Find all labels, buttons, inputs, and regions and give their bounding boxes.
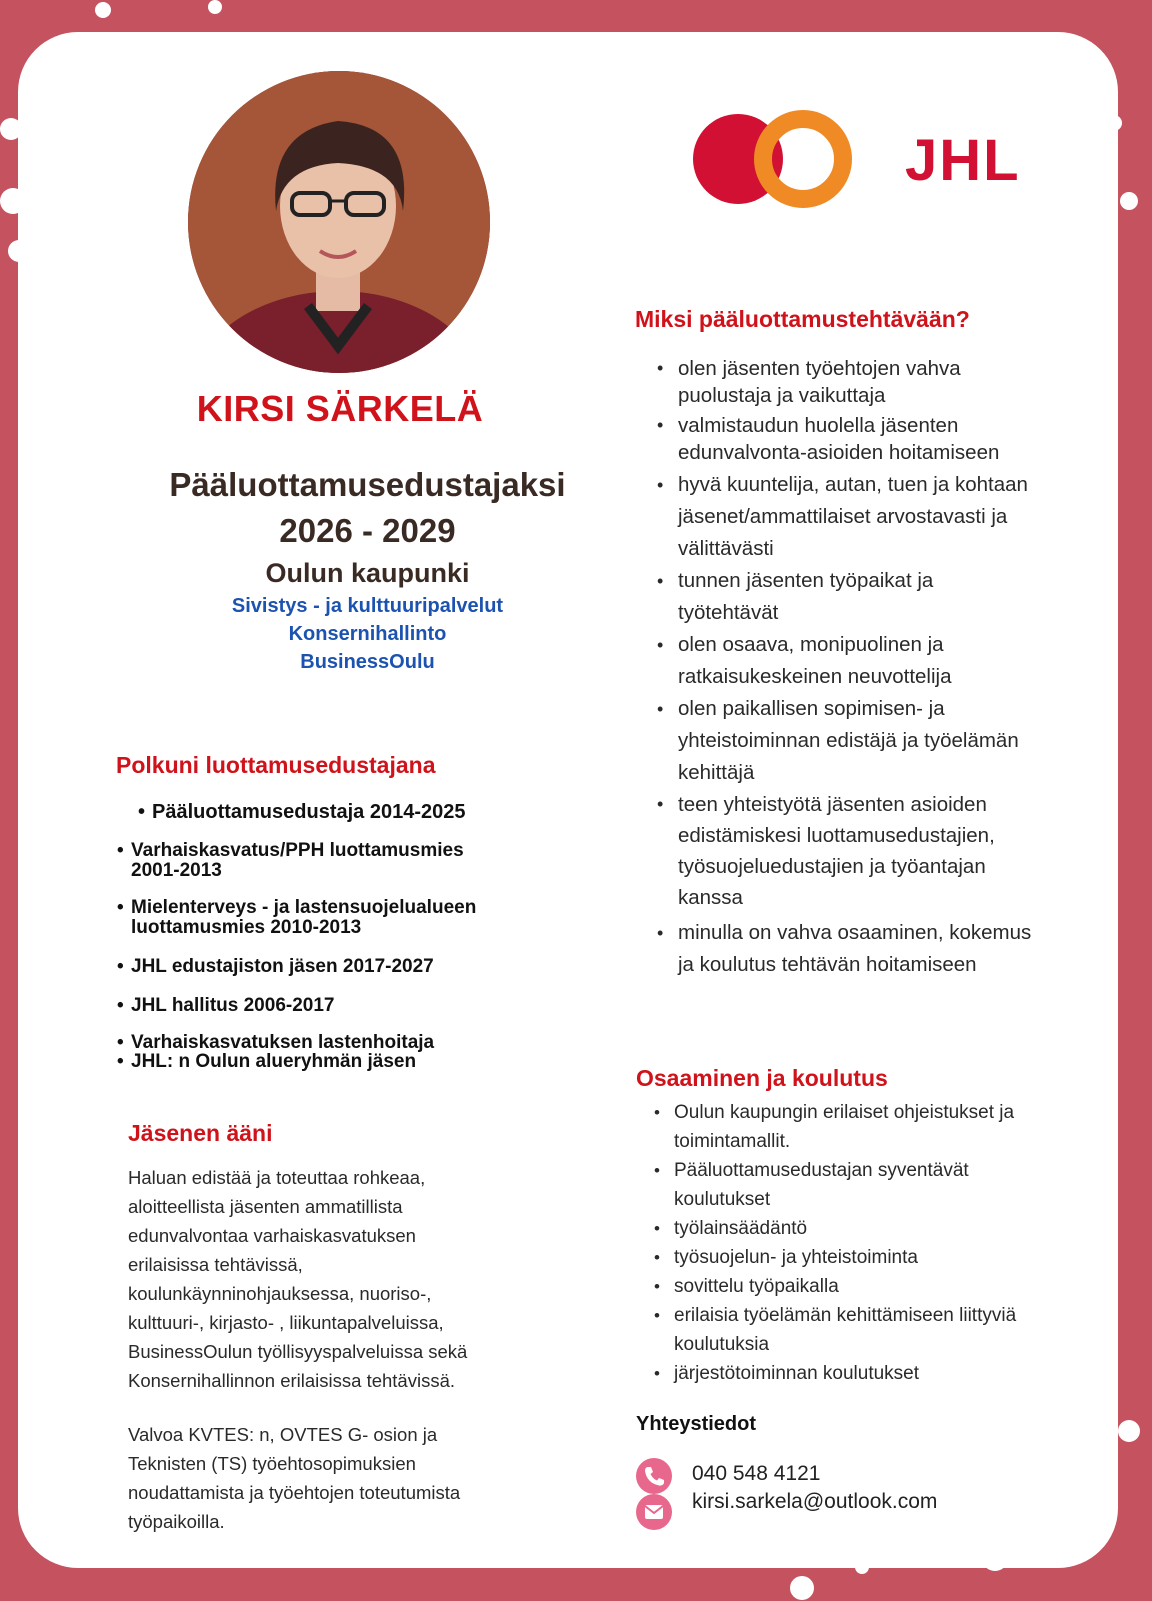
skill-item: • Oulun kaupungin erilaiset ohjeistukset ja toimintamallit.	[674, 1098, 1074, 1156]
skill-item: • järjestötoiminnan koulutukset	[674, 1359, 1074, 1388]
paragraph-line: edunvalvontaa varhaiskasvatuksen	[128, 1225, 416, 1246]
skill-item: • erilaisia työelämän kehittämiseen liittyviä koulutuksia	[674, 1301, 1074, 1359]
unit-2: Konsernihallinto	[288, 623, 447, 645]
phone-icon	[636, 1458, 672, 1494]
why-item: • hyvä kuuntelija, autan, tuen ja kohtaan jäsenet/ammattilaiset arvostavasti ja välittävästi	[678, 469, 1078, 565]
role-period: 2026 - 2029	[279, 512, 456, 549]
decor-dot	[1118, 1420, 1140, 1442]
role-title: Pääluottamusedustajaksi	[169, 466, 566, 503]
why-item: • olen paikallisen sopimisen- ja yhteistoiminnan edistäjä ja työelämän kehittäjä	[678, 693, 1078, 789]
paragraph-line: Konsernihallinnon erilaisissa tehtävissä.	[128, 1370, 456, 1391]
decor-dot	[790, 1576, 814, 1600]
email-address[interactable]: kirsi.sarkela@outlook.com	[692, 1490, 938, 1513]
paragraph-line: BusinessOulun työllisyyspalveluissa sekä	[128, 1341, 468, 1362]
paragraph-line: erilaisissa tehtävissä,	[128, 1254, 303, 1275]
decor-dot	[208, 0, 222, 14]
skill-item: • työsuojelun- ja yhteistoiminta	[674, 1243, 1074, 1272]
why-item: • olen osaava, monipuolinen ja ratkaisukeskeinen neuvottelija	[678, 629, 1078, 693]
unit-3: BusinessOulu	[300, 651, 435, 673]
decor-dot	[95, 2, 111, 18]
path-item: • Pääluottamusedustaja 2014-2025	[152, 802, 466, 822]
why-item: • olen jäsenten työehtojen vahva puolustaja ja vaikuttaja	[678, 355, 1078, 409]
path-item: • Varhaiskasvatus/PPH luottamusmies	[131, 841, 464, 861]
skills-section-title: Osaaminen ja koulutus	[636, 1065, 888, 1091]
path-item: • JHL: n Oulun alueryhmän jäsen	[131, 1052, 416, 1072]
logo-text: JHL	[905, 128, 1021, 193]
paragraph-line: Valvoa KVTES: n, OVTES G- osion ja	[128, 1424, 438, 1445]
path-item-cont: 2001-2013	[131, 860, 222, 881]
why-item: • minulla on vahva osaaminen, kokemus ja koulutus tehtävän hoitamiseen	[678, 917, 1078, 981]
why-section-title: Miksi pääluottamustehtävään?	[635, 306, 970, 332]
paragraph-line: aloitteellista jäsenten ammatillista	[128, 1196, 403, 1217]
phone-number[interactable]: 040 548 4121	[692, 1462, 821, 1485]
mail-icon	[636, 1494, 672, 1530]
path-item: • Varhaiskasvatuksen lastenhoitaja	[131, 1033, 434, 1053]
paragraph-line: Haluan edistää ja toteuttaa rohkeaa,	[128, 1167, 426, 1188]
decor-dot	[1120, 192, 1138, 210]
skill-item: • työlainsäädäntö	[674, 1214, 1074, 1243]
voice-section-title: Jäsenen ääni	[128, 1120, 273, 1146]
skill-item: • Pääluottamusedustajan syventävät koulutukset	[674, 1156, 1074, 1214]
path-item: • JHL edustajiston jäsen 2017-2027	[131, 957, 434, 977]
why-item: • valmistaudun huolella jäsenten edunvalvonta-asioiden hoitamiseen	[678, 412, 1078, 466]
candidate-name: KIRSI SÄRKELÄ	[196, 388, 484, 429]
path-item: • JHL hallitus 2006-2017	[131, 996, 334, 1016]
skill-item: • sovittelu työpaikalla	[674, 1272, 1074, 1301]
why-item: • tunnen jäsenten työpaikat ja työtehtävät	[678, 565, 1078, 629]
paragraph-line: työpaikoilla.	[128, 1511, 225, 1532]
path-item-cont: luottamusmies 2010-2013	[131, 917, 362, 938]
voice-paragraph-1	[128, 1163, 528, 1395]
paragraph-line: kulttuuri-, kirjasto- , liikuntapalveluissa,	[128, 1312, 444, 1333]
paragraph-line: koulunkäynninohjauksessa, nuoriso-,	[128, 1283, 432, 1304]
paragraph-line: noudattamista ja työehtojen toteutumista	[128, 1482, 461, 1503]
voice-paragraph-2	[128, 1420, 528, 1536]
why-item: • teen yhteistyötä jäsenten asioiden edistämiskesi luottamusedustajien, työsuojeluedustajien ja työantajan kanssa	[678, 789, 1078, 913]
path-item: • Mielenterveys - ja lastensuojelualueen	[131, 898, 476, 918]
portrait-photo	[188, 71, 490, 373]
jhl-logo	[693, 109, 1023, 209]
employer: Oulun kaupunki	[265, 558, 470, 588]
path-section-title: Polkuni luottamusedustajana	[116, 752, 436, 778]
unit-1: Sivistys - ja kulttuuripalvelut	[231, 595, 504, 617]
paragraph-line: Teknisten (TS) työehtosopimuksien	[128, 1453, 416, 1474]
contact-title: Yhteystiedot	[636, 1413, 757, 1435]
